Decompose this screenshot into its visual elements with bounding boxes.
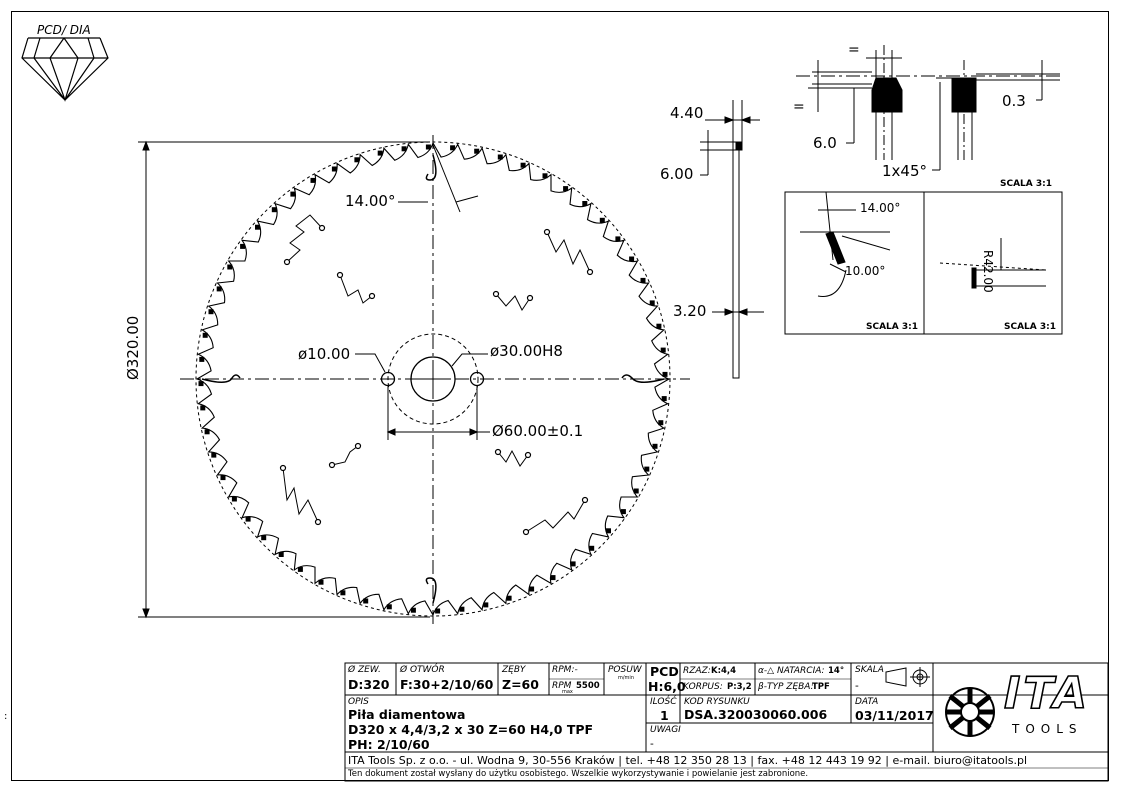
detail-angle-b: 10.00° (845, 264, 886, 278)
skala-label: SKALA (855, 665, 884, 675)
tooth-60-label: 6.0 (813, 134, 837, 152)
pin-circle-label: Ø60.00±0.1 (492, 422, 584, 440)
tooth-tip (199, 382, 203, 386)
tooth-tip (311, 178, 315, 182)
tooth-tip (641, 278, 645, 282)
tooth-tip (291, 192, 295, 196)
skala-value: - (855, 680, 859, 692)
tooth-tip (484, 603, 488, 607)
tooth-tip (571, 562, 575, 566)
pcd-label: PCD (650, 664, 679, 679)
rpm-max-value: 5500 (576, 681, 600, 691)
tooth-03-label: 0.3 (1002, 92, 1026, 110)
tooth-tip (298, 567, 302, 571)
tooth-tip (272, 208, 276, 212)
tooth-tip (387, 605, 391, 609)
tooth-tip (279, 553, 283, 557)
tooth-tip (543, 174, 547, 178)
tooth-tip (426, 145, 430, 149)
otwor-value: F:30+2/10/60 (400, 677, 494, 692)
rpm-unit: max (562, 689, 573, 695)
tooth-tip (364, 599, 368, 603)
tooth-tip (332, 167, 336, 171)
opis-line-3: PH: 2/10/60 (348, 737, 430, 752)
tooth-tip (451, 146, 455, 150)
tooth-tip (217, 287, 221, 291)
tooth-tip (475, 149, 479, 153)
scale-top: SCALA 3:1 (1000, 179, 1053, 189)
tooth-tip (498, 155, 502, 159)
kod-value: DSA.320030060.006 (684, 707, 828, 722)
tooth-tip (205, 430, 209, 434)
tooth-tip (663, 372, 667, 376)
uwagi-label: UWAGI (650, 725, 681, 735)
rzaz-value: K:4,4 (711, 666, 737, 676)
typ-label: β-TYP ZĘBA: (758, 682, 814, 692)
tooth-tip (341, 591, 345, 595)
data-value: 03/11/2017 (855, 708, 934, 723)
tooth-tip (203, 333, 207, 337)
zeby-label: ZĘBY (502, 665, 526, 675)
tooth-tip (200, 357, 204, 361)
diameter-label: Ø320.00 (124, 315, 142, 380)
tooth-tip (221, 476, 225, 480)
tooth-tip (661, 348, 665, 352)
tooth-tip (212, 453, 216, 457)
kod-label: KOD RYSUNKU (684, 697, 750, 707)
uwagi-value: - (650, 738, 654, 750)
rpm-label: RPM:- (552, 665, 578, 675)
opis-line-2: D320 x 4,4/3,2 x 30 Z=60 H4,0 TPF (348, 722, 594, 737)
tooth-tip (507, 596, 511, 600)
bore-label: ø30.00H8 (490, 342, 563, 360)
rzaz-label: RZAZ: (683, 666, 711, 676)
tooth-tip (436, 609, 440, 613)
tooth-tip (616, 237, 620, 241)
data-label: DATA (855, 697, 879, 707)
tooth-height-label: 6.00 (660, 165, 694, 183)
tooth-tip (590, 546, 594, 550)
tooth-tip (530, 587, 534, 591)
tooth-tip (521, 163, 525, 167)
zew-value: D:320 (348, 677, 390, 692)
tooth-tip (645, 467, 649, 471)
tooth-tip (232, 497, 236, 501)
tooth-tip (209, 310, 213, 314)
natarcia-label: α-△ NATARCIA: (758, 666, 825, 676)
ilosc-value: 1 (660, 708, 669, 723)
zew-label: Ø ZEW. (348, 665, 381, 675)
logo-name: ITA (1004, 668, 1091, 719)
tooth-tip (228, 265, 232, 269)
equal-mark-top: = (848, 42, 860, 58)
tooth-tip (201, 406, 205, 410)
opis-label: OPIS (348, 697, 369, 707)
posuw-unit: m/min (618, 675, 634, 681)
footer-notice: Ten dokument został wysłany do użytku osobistego. Wszelkie wykorzystywanie i powielanie jest zabronione. (348, 769, 809, 779)
tooth-tip (256, 225, 260, 229)
tooth-tip (659, 421, 663, 425)
natarcia-value: 14° (828, 666, 845, 676)
margin-mark: : (4, 711, 8, 722)
korpus-value: P:3,2 (727, 682, 752, 692)
tooth-tip (653, 444, 657, 448)
equal-mark-left: = (793, 99, 805, 115)
posuw-label: POSUW (608, 665, 642, 675)
pcd-dia-badge: PCD/ DIA (37, 23, 91, 37)
otwor-label: Ø OTWÓR (400, 665, 445, 675)
tooth-tip (319, 580, 323, 584)
tooth-tip (583, 202, 587, 206)
chamfer-label: 1x45° (882, 162, 928, 180)
detail-angle-a: 14.00° (860, 201, 901, 215)
logo-sub: TOOLS (1012, 722, 1083, 736)
tooth-tip (241, 244, 245, 248)
ilosc-label: ILOŚĆ (650, 697, 677, 707)
pin-hole-label: ø10.00 (298, 345, 351, 363)
tooth-tip (621, 510, 625, 514)
typ-value: TPF (812, 682, 830, 692)
tooth-tip (460, 607, 464, 611)
tooth-tip (411, 608, 415, 612)
tooth-tip (650, 301, 654, 305)
tooth-tip (551, 576, 555, 580)
detail-radius: R42.00 (981, 250, 995, 293)
tooth-tip (246, 517, 250, 521)
zeby-value: Z=60 (502, 677, 539, 692)
tooth-tip (402, 147, 406, 151)
scale-right: SCALA 3:1 (1004, 322, 1057, 332)
korpus-label: KORPUS: (683, 682, 723, 692)
scale-left: SCALA 3:1 (866, 322, 919, 332)
tooth-tip (564, 187, 568, 191)
tooth-tip (262, 536, 266, 540)
tooth-tip (607, 529, 611, 533)
tooth-tip (657, 324, 661, 328)
tooth-tip (630, 257, 634, 261)
opis-line-1: Piła diamentowa (348, 707, 466, 722)
rpm-max-label: RPM (552, 681, 572, 691)
footer-contact: ITA Tools Sp. z o.o. - ul. Wodna 9, 30-556 Kraków | tel. +48 12 350 28 13 | fax. +48 12 443 19 92 | e-mail. biuro@itatools.pl (348, 754, 1028, 767)
pcd-value: H:6,0 (648, 679, 686, 694)
tooth-tip (662, 397, 666, 401)
tooth-tip (378, 151, 382, 155)
tooth-tip (600, 218, 604, 222)
body-thickness-label: 3.20 (673, 302, 707, 320)
angle-label: 14.00° (345, 192, 396, 210)
tooth-tip (355, 158, 359, 162)
kerf-label: 4.40 (670, 104, 704, 122)
tooth-tip (634, 489, 638, 493)
